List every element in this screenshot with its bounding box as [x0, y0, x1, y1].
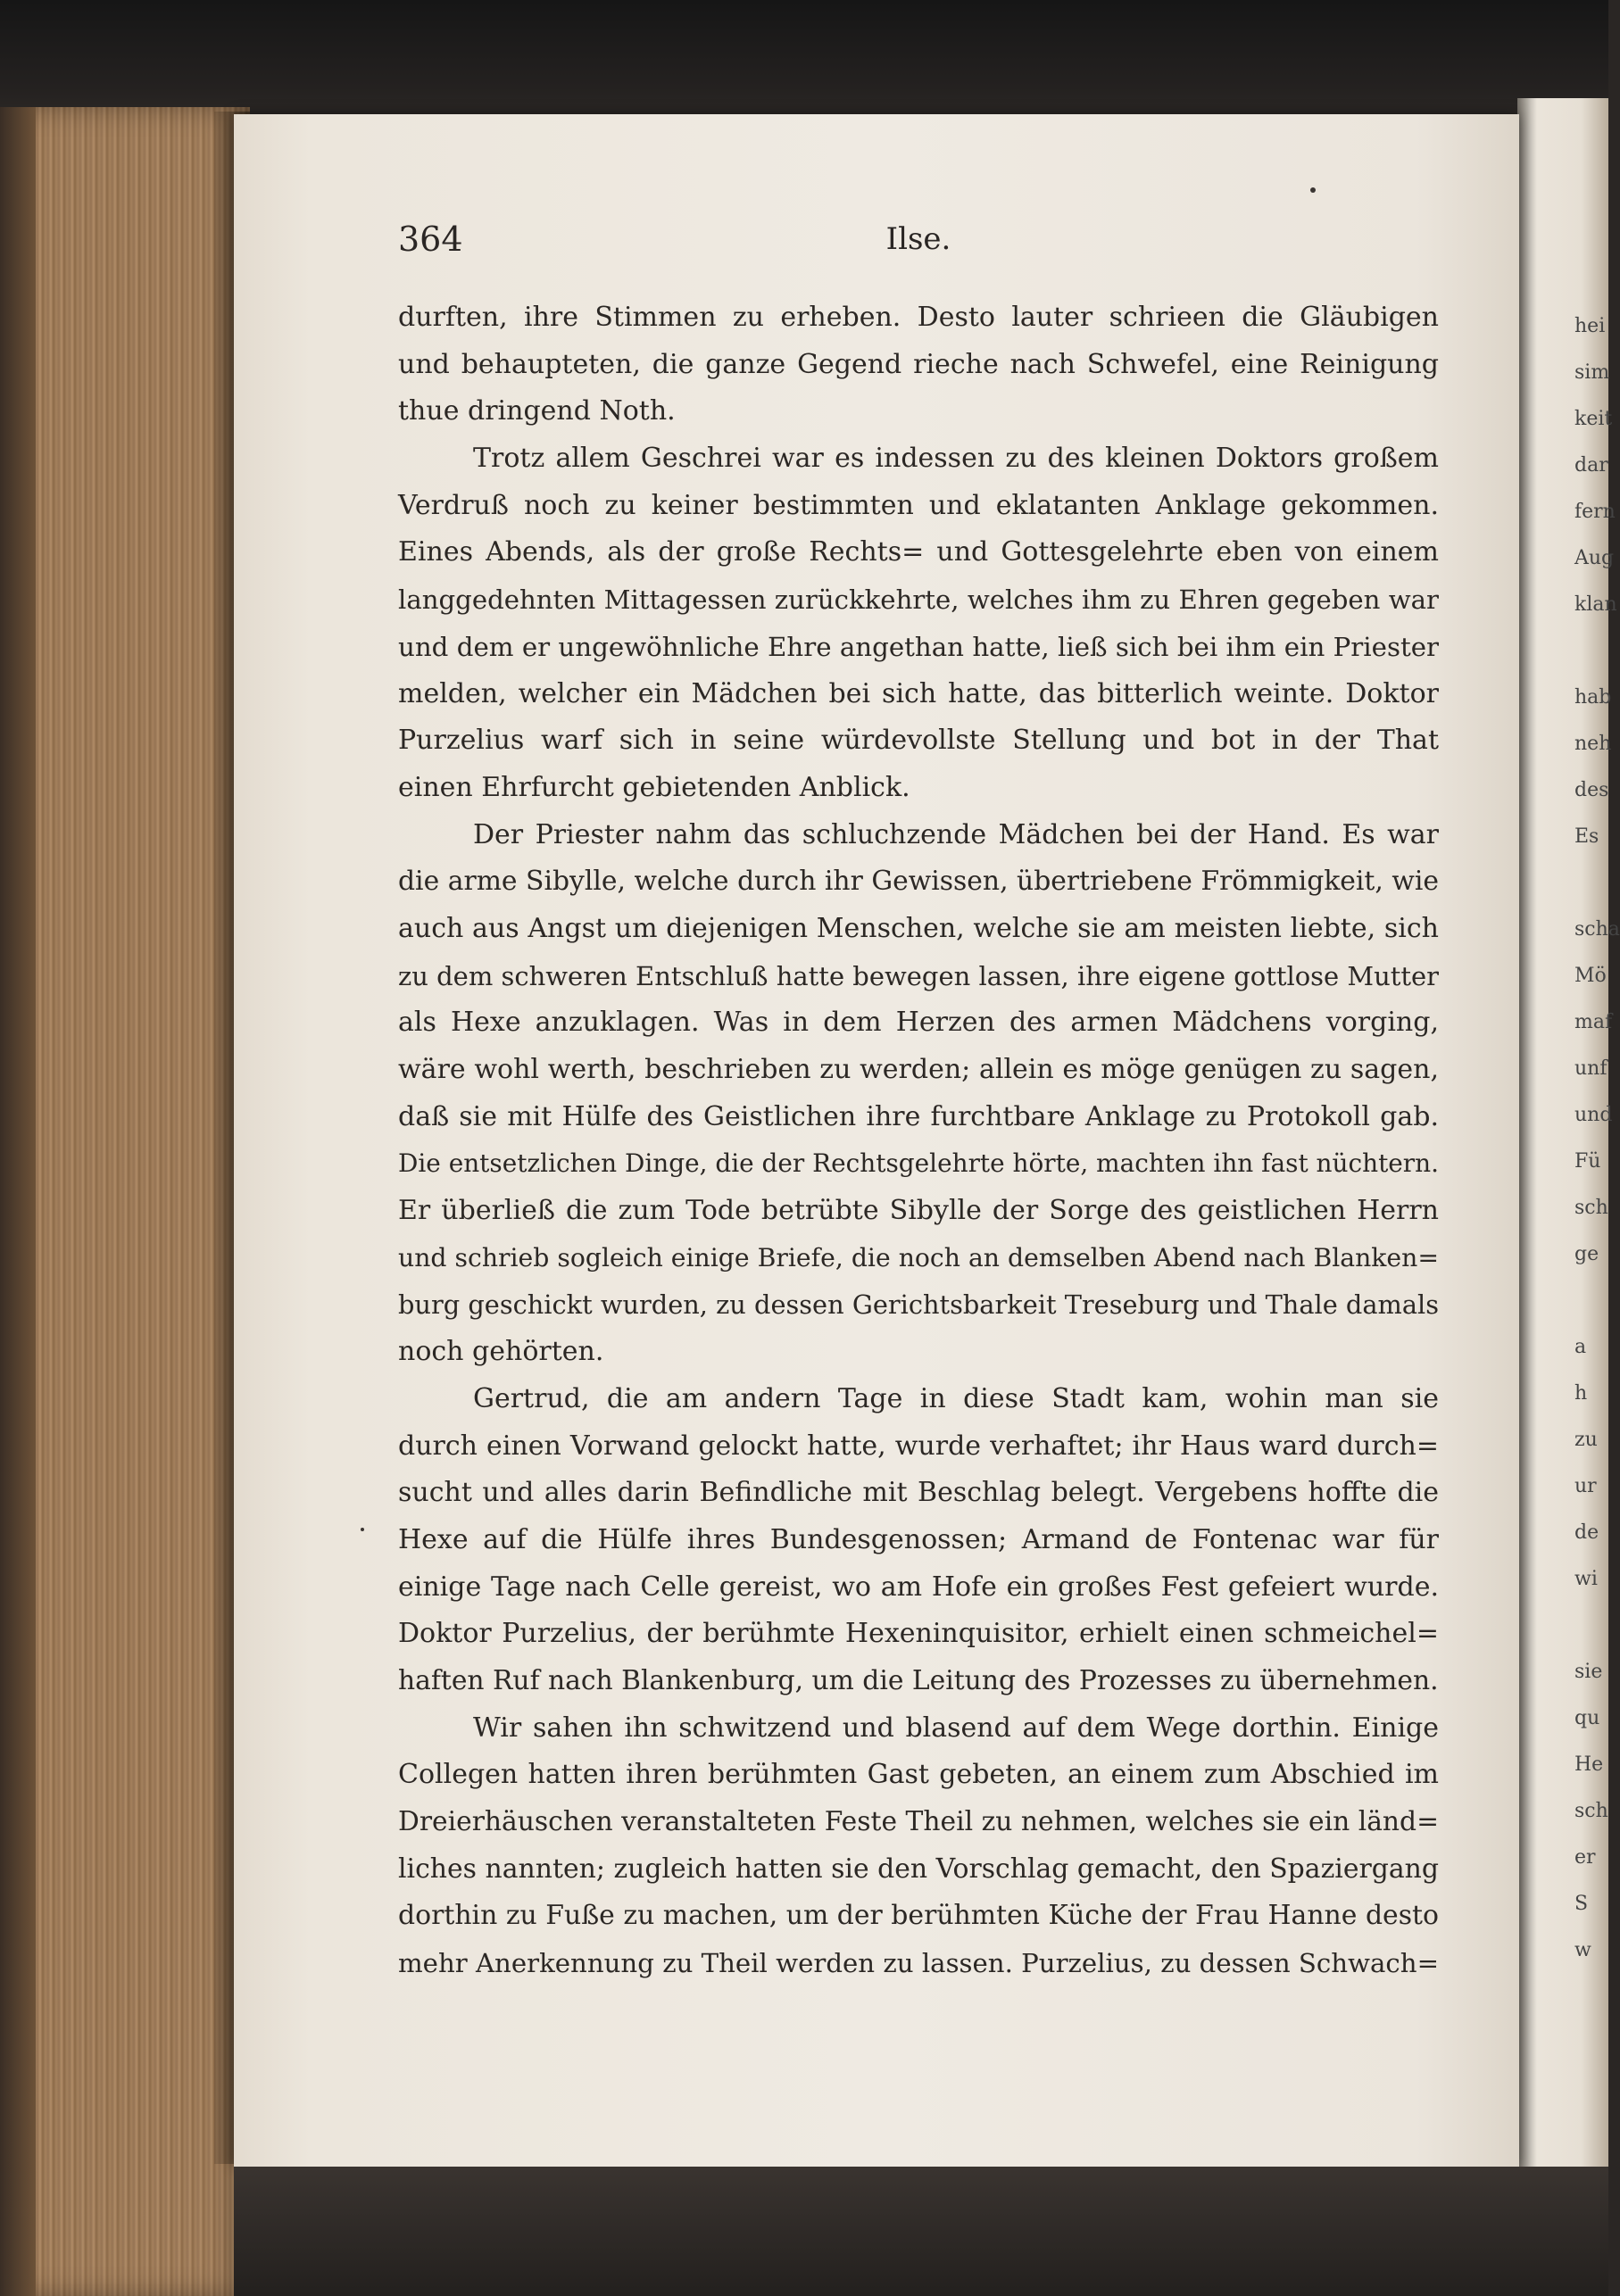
fragment-text: des — [1574, 779, 1609, 801]
fragment-text — [1574, 1603, 1608, 1649]
text-line: Collegen hatten ihren berühmten Gast gebeten, an einem zum Abschied im — [398, 1759, 1439, 1791]
text-line: einige Tage nach Celle gereist, wo am Hofe ein großes Fest gefeiert wurde. — [398, 1571, 1439, 1603]
text-line: thue dringend Noth. — [398, 395, 676, 427]
text-line: durch einen Vorwand gelockt hatte, wurde verhaftet; ihr Haus ward durch= — [398, 1430, 1439, 1462]
background-top — [0, 0, 1608, 125]
fragment-text: ge — [1574, 1243, 1599, 1265]
text-line: Eines Abends, als der große Rechts= und Gottesgelehrte eben von einem — [398, 536, 1439, 568]
text-line: Dreierhäuschen veranstalteten Feste Theil zu nehmen, welches sie ein länd= — [398, 1806, 1439, 1837]
fragment-text: dar — [1574, 454, 1608, 477]
text-line: langgedehnten Mittagessen zurückkehrte, welches ihm zu Ehren gegeben war — [398, 584, 1439, 616]
text-line: daß sie mit Hülfe des Geistlichen ihre furchtbare Anklage zu Protokoll gab. — [398, 1100, 1439, 1132]
fragment-text: Fü — [1574, 1150, 1601, 1173]
text-line: und behaupteten, die ganze Gegend rieche nach Schwefel, eine Reinigung — [398, 348, 1439, 380]
running-title: Ilse. — [885, 221, 951, 257]
fragment-text: sie — [1574, 1661, 1603, 1683]
fragment-text: a — [1574, 1336, 1587, 1358]
text-line: liches nannten; zugleich hatten sie den Vorschlag gemacht, den Spaziergang — [398, 1853, 1439, 1885]
text-line: Der Priester nahm das schluchzende Mädchen bei der Hand. Es war — [473, 818, 1439, 850]
text-line: haften Ruf nach Blankenburg, um die Leitung des Prozesses zu übernehmen. — [398, 1664, 1439, 1696]
text-line: Hexe auf die Hülfe ihres Bundesgenossen; Armand de Fontenac war für — [398, 1523, 1439, 1555]
fragment-text: w — [1574, 1939, 1591, 1961]
text-line: und schrieb sogleich einige Briefe, die noch an demselben Abend nach Blanken= — [398, 1242, 1439, 1272]
fragment-text: unf — [1574, 1057, 1608, 1080]
text-line: Gertrud, die am andern Tage in diese Stadt kam, wohin man sie — [473, 1382, 1439, 1414]
fragment-text: sim — [1574, 361, 1610, 384]
fragment-text: neh — [1574, 733, 1612, 755]
page-header — [398, 214, 1439, 264]
fragment-text: He — [1574, 1753, 1604, 1776]
fragment-text: Mö — [1574, 965, 1607, 987]
paper-speck — [1310, 187, 1316, 193]
book-page-edges — [0, 107, 250, 2296]
next-page-shadow — [1517, 98, 1537, 2296]
fragment-text: er — [1574, 1846, 1596, 1869]
page-number: 364 — [398, 220, 463, 259]
text-line: dorthin zu Fuße zu machen, um der berühmten Küche der Frau Hanne desto — [398, 1900, 1439, 1932]
text-line: Die entsetzlichen Dinge, die der Rechtsgelehrte hörte, machten ihn fast nüchtern. — [398, 1148, 1439, 1179]
fragment-text: fern — [1574, 501, 1616, 523]
text-line: einen Ehrfurcht gebietenden Anblick. — [398, 771, 910, 803]
text-line: die arme Sibylle, welche durch ihr Gewissen, übertriebene Frömmigkeit, wie — [398, 866, 1439, 898]
text-line: Trotz allem Geschrei war es indessen zu des kleinen Doktors großem — [473, 443, 1439, 475]
fragment-text: hei — [1574, 315, 1606, 337]
fragment-text: maf — [1574, 1011, 1613, 1033]
fragment-text: sch — [1574, 1197, 1608, 1219]
fragment-text: ur — [1574, 1475, 1597, 1497]
text-line: auch aus Angst um diejenigen Menschen, welche sie am meisten liebte, sich — [398, 912, 1439, 944]
text-line: und dem er ungewöhnliche Ehre angethan hatte, ließ sich bei ihm ein Priester — [398, 631, 1439, 662]
text-line: burg geschickt wurden, zu dessen Gerichtsbarkeit Treseburg und Thale damals — [398, 1289, 1439, 1321]
fragment-text: wi — [1574, 1568, 1598, 1590]
fragment-text: hab — [1574, 686, 1612, 709]
fragment-text: qu — [1574, 1707, 1600, 1729]
fragment-text: sch — [1574, 1800, 1608, 1822]
fragment-text: keit — [1574, 408, 1613, 430]
text-line: melden, welcher ein Mädchen bei sich hatte, das bitterlich weinte. Doktor — [398, 677, 1439, 709]
text-line: durften, ihre Stimmen zu erheben. Desto lauter schrieen die Gläubigen — [398, 302, 1439, 333]
fragment-text: de — [1574, 1521, 1599, 1544]
book-spine — [0, 107, 36, 2296]
fragment-text: und — [1574, 1104, 1613, 1126]
text-line: Er überließ die zum Tode betrübte Sibylle der Sorge des geistlichen Herrn — [398, 1195, 1439, 1227]
body-text — [398, 294, 1439, 1987]
text-line: noch gehörten. — [398, 1336, 604, 1368]
fragment-text: zu — [1574, 1429, 1598, 1451]
text-line: wäre wohl werth, beschrieben zu werden; allein es möge genügen zu sagen, — [398, 1054, 1439, 1085]
text-line: Wir sahen ihn schwitzend und blasend auf dem Wege dorthin. Einige — [473, 1712, 1439, 1744]
paper-speck — [361, 1528, 364, 1531]
text-line: als Hexe anzuklagen. Was in dem Herzen des armen Mädchens vorging, — [398, 1007, 1439, 1039]
text-line: Doktor Purzelius, der berühmte Hexeninquisitor, erhielt einen schmeichel= — [398, 1618, 1439, 1650]
fragment-text: h — [1574, 1382, 1588, 1405]
fragment-text: klan — [1574, 593, 1617, 616]
fragment-text: scha — [1574, 918, 1620, 941]
text-line: mehr Anerkennung zu Theil werden zu lassen. Purzelius, zu dessen Schwach= — [398, 1948, 1440, 1979]
background-bottom — [234, 2167, 1608, 2296]
fragment-text — [1574, 1278, 1608, 1324]
text-line: Verdruß noch zu keiner bestimmten und eklatanten Anklage gekommen. — [398, 489, 1439, 521]
fragment-text: Es — [1574, 825, 1599, 848]
text-line: zu dem schweren Entschluß hatte bewegen lassen, ihre eigene gottlose Mutter — [398, 960, 1439, 991]
fragment-text — [1574, 628, 1608, 675]
fragment-text: Aug — [1574, 547, 1615, 569]
text-line: Purzelius warf sich in seine würdevollste Stellung und bot in der That — [398, 725, 1439, 757]
next-page-text-fragments — [1574, 303, 1620, 1974]
fragment-text: S — [1574, 1893, 1589, 1915]
fragment-text — [1574, 860, 1608, 907]
text-line: sucht und alles darin Befindliche mit Beschlag belegt. Vergebens hoffte die — [398, 1477, 1439, 1509]
